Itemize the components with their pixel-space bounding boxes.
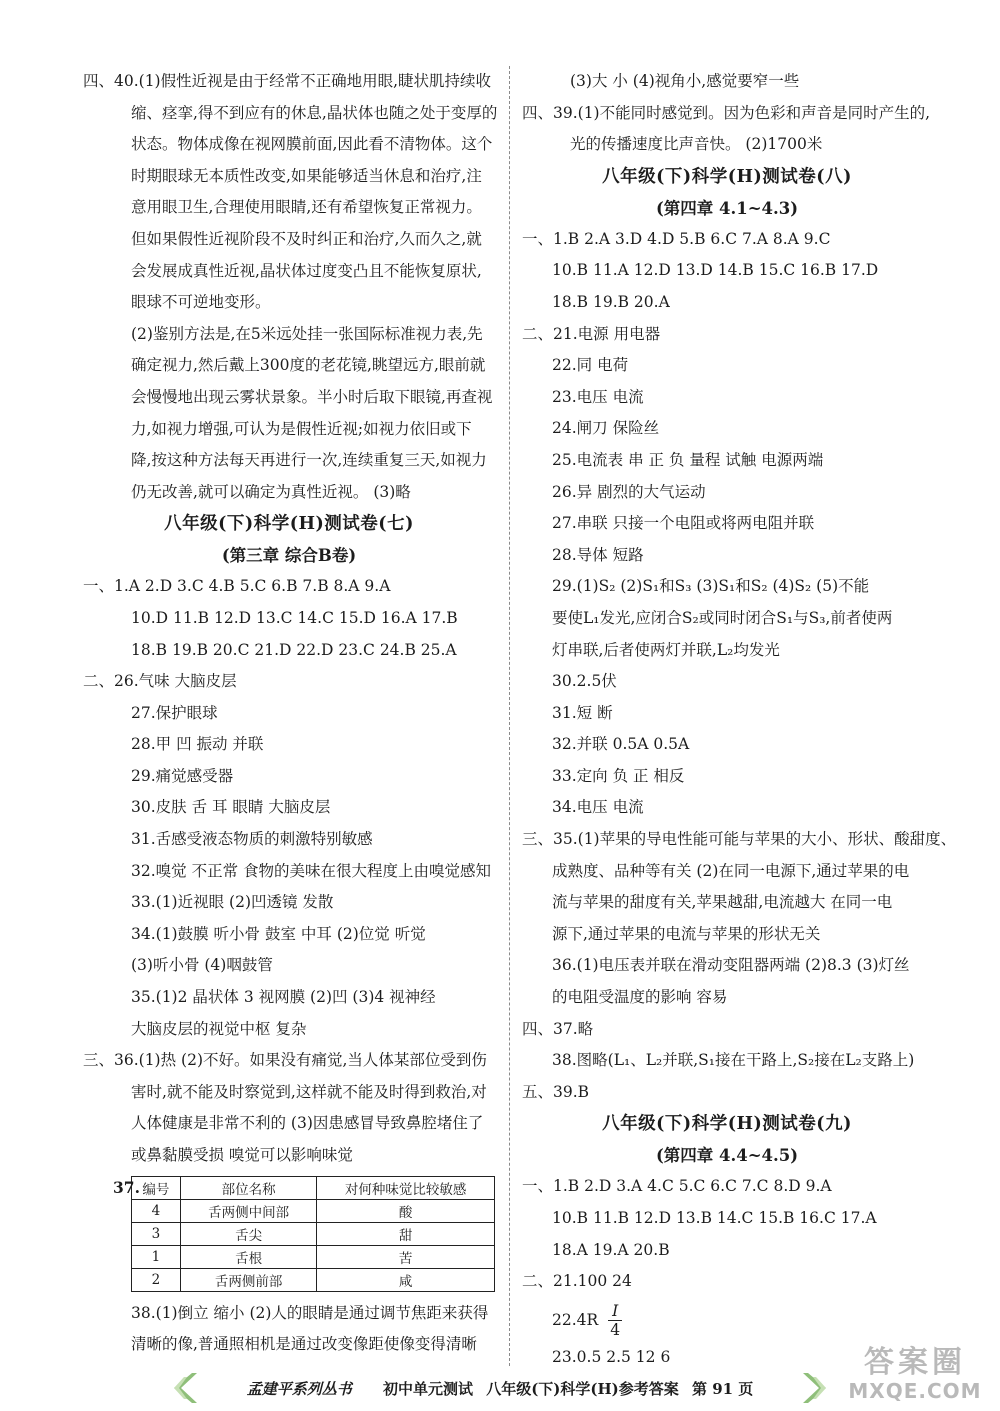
answer-line: 二、21.电源 用电器 [522, 324, 661, 343]
answer-line: 31.短 断 [552, 703, 613, 722]
answer-line: 确定视力,然后戴上300度的老花镜,眺望远方,眼前就 [131, 356, 486, 375]
answer-line: 大脑皮层的视觉中枢 复杂 [131, 1019, 307, 1038]
answer-line: 流与苹果的甜度有关,苹果越甜,电流越大 在同一电 [552, 893, 893, 912]
answer-line: 24.闸刀 保险丝 [552, 419, 660, 438]
table-cell: 舌根 [180, 1245, 317, 1268]
footer-subject: 八年级(下)科学(H)参考答案 [486, 1380, 679, 1398]
answer-line: 四、37.略 [522, 1019, 594, 1038]
answer-line: 25.电流表 串 正 负 量程 试触 电源两端 [552, 450, 824, 469]
answer-line: 成熟度、品种等有关 (2)在同一电源下,通过苹果的电 [552, 861, 910, 880]
answer-line: 28.甲 凹 振动 并联 [131, 735, 264, 754]
answer-line: 33.定向 负 正 相反 [552, 766, 685, 785]
table-cell: 苦 [317, 1245, 495, 1268]
answer-line: 18.B 19.B 20.C 21.D 22.D 23.C 24.B 25.A [131, 640, 457, 659]
answer-line: 的电阻受温度的影响 容易 [552, 988, 728, 1007]
table-cell: 3 [132, 1222, 181, 1245]
answer-line: 人体健康是非常不利的 (3)因患感冒导致鼻腔堵住了 [131, 1114, 484, 1133]
page-footer [190, 1376, 810, 1402]
test8-answers [522, 224, 957, 1109]
test9-subtitle: (第四章 4.4~4.5) [655, 1146, 799, 1166]
table-cell: 酸 [317, 1199, 495, 1222]
left-column [83, 66, 498, 1361]
answer-line: 三、35.(1)苹果的导电性能可能与苹果的大小、形状、酸甜度、 [522, 830, 957, 849]
answer-line: 灯串联,后者使两灯并联,L₂均发光 [552, 640, 780, 659]
answer-line: 30.2.5伏 [552, 672, 617, 691]
answer-line: 二、21.100 24 [522, 1272, 632, 1291]
answer-line: 18.B 19.B 20.A [552, 292, 670, 311]
table-cell: 4 [132, 1199, 181, 1222]
answer-line: 眼球不可逆地变形。 [131, 293, 271, 312]
taste-table [131, 1176, 495, 1292]
chevron-right-icon [800, 1371, 830, 1405]
test8-title: 八年级(下)科学(H)测试卷(八) [602, 166, 852, 187]
answer-line: 降,按这种方法每天再进行一次,连续重复三天,如视力 [131, 451, 487, 470]
answer-line: 四、39.(1)不能同时感觉到。因为色彩和声音是同时产生的, [522, 103, 931, 122]
footer-page-number: 第 91 页 [691, 1380, 754, 1398]
answer-line: 缩、痉挛,得不到应有的休息,晶状体也随之处于变厚的 [131, 103, 498, 122]
answer-line: 一、1.A 2.D 3.C 4.B 5.C 6.B 7.B 8.A 9.A [83, 577, 391, 596]
right-column [522, 66, 957, 1373]
answer-line: 状态。物体成像在视网膜前面,因此看不清物体。这个 [131, 135, 493, 154]
answer-line: 22.同 电荷 [552, 356, 629, 375]
table-header: 编号 [132, 1176, 181, 1199]
answer-line: 但如果假性近视阶段不及时纠正和治疗,久而久之,就 [131, 229, 482, 248]
answer-line: 38.图略(L₁、L₂并联,S₁接在干路上,S₂接在L₂支路上) [552, 1051, 915, 1070]
table-row [132, 1199, 495, 1222]
fraction-denominator: 4 [610, 1321, 621, 1340]
table-header: 对何种味觉比较敏感 [317, 1176, 495, 1199]
answer-line: 36.(1)电压表并联在滑动变阻器两端 (2)8.3 (3)灯丝 [552, 956, 910, 975]
answer-line: 34.电压 电流 [552, 798, 644, 817]
answer-line: 29.痛觉感受器 [131, 766, 234, 785]
footer-series: 孟建平系列丛书 [246, 1380, 352, 1398]
site-watermark [840, 1345, 990, 1405]
answer-line: 源下,通过苹果的电流与苹果的形状无关 [552, 924, 821, 943]
answer-line: 要使L₁发光,应闭合S₂或同时闭合S₁与S₃,前者使两 [552, 608, 893, 627]
answer-line: 一、1.B 2.D 3.A 4.C 5.C 6.C 7.C 8.D 9.A [522, 1177, 832, 1196]
table-cell: 1 [132, 1245, 181, 1268]
answer-line: (3)大 小 (4)视角小,感觉要窄一些 [570, 72, 800, 90]
answer-line: 32.并联 0.5A 0.5A [552, 735, 690, 754]
answer-line: 三、36.(1)热 (2)不好。如果没有痛觉,当人体某部位受到伤 [83, 1051, 487, 1070]
answer-line: 时期眼球无本质性改变,如果能够适当休息和治疗,注 [131, 166, 482, 185]
answer-line: 18.A 19.A 20.B [552, 1240, 670, 1259]
answer-line: 27.串联 只接一个电阻或将两电阻并联 [552, 514, 815, 533]
answer-line: 27.保护眼球 [131, 703, 218, 722]
answer-line: 会发展成真性近视,晶状体过度变凸且不能恢复原状, [131, 261, 482, 280]
answer-line: 29.(1)S₂ (2)S₁和S₃ (3)S₁和S₂ (4)S₂ (5)不能 [552, 577, 870, 596]
table-header-row [132, 1176, 495, 1199]
q22-answer [522, 1298, 932, 1342]
table-row [132, 1268, 495, 1291]
test7-answers [83, 571, 495, 1171]
test7-subtitle: (第三章 综合B卷) [221, 546, 357, 566]
table-cell: 舌两侧中间部 [180, 1199, 317, 1222]
answer-line: 一、1.B 2.A 3.D 4.D 5.B 6.C 7.A 8.A 9.C [522, 229, 831, 248]
test8-subtitle: (第四章 4.1~4.3) [655, 198, 799, 218]
test9-title: 八年级(下)科学(H)测试卷(九) [602, 1114, 852, 1135]
q37-table-block [83, 1176, 495, 1292]
table-header: 部位名称 [180, 1176, 317, 1199]
answer-line: 光的传播速度比声音快。 (2)1700米 [570, 135, 823, 154]
test9-answers [522, 1171, 932, 1297]
answer-line: 意用眼卫生,合理使用眼睛,还有希望恢复正常视力。 [131, 198, 482, 217]
q23-answer: 23.0.5 2.5 12 6 [552, 1347, 671, 1366]
table-cell: 咸 [317, 1268, 495, 1291]
answer-line: 23.电压 电流 [552, 387, 644, 406]
answer-line: 32.嗅觉 不正常 食物的美味在很大程度上由嗅觉感知 [131, 861, 492, 880]
answer-line: (2)鉴别方法是,在5米远处挂一张国际标准视力表,先 [131, 324, 483, 343]
q37-label: 37. [113, 1177, 140, 1197]
answer-line: 34.(1)鼓膜 听小骨 鼓室 中耳 (2)位觉 听觉 [131, 924, 426, 943]
fraction-numerator: I [608, 1302, 622, 1321]
answer-line: 清晰的像,普通照相机是通过改变像距使像变得清晰 [131, 1335, 477, 1354]
answer-line: 10.B 11.A 12.D 13.D 14.B 15.C 16.B 17.D [552, 261, 879, 280]
table-row [132, 1245, 495, 1268]
watermark-logo-text: 答案圈 [864, 1345, 966, 1380]
answer-line: 仍无改善,就可以确定为真性近视。 (3)略 [131, 482, 411, 501]
previous-test-continuation [522, 66, 932, 161]
answer-line: 二、26.气味 大脑皮层 [83, 672, 237, 691]
answer-line: 力,如视力增强,可认为是假性近视;如视力依旧或下 [131, 419, 472, 438]
q40-answer [83, 66, 498, 508]
answer-line: 30.皮肤 舌 耳 眼睛 大脑皮层 [131, 798, 331, 817]
answer-line: 28.导体 短路 [552, 545, 644, 564]
answer-line: 38.(1)倒立 缩小 (2)人的眼睛是通过调节焦距来获得 [131, 1303, 489, 1322]
table-cell: 甜 [317, 1222, 495, 1245]
test7-title: 八年级(下)科学(H)测试卷(七) [164, 514, 414, 535]
answer-line: 31.舌感受液态物质的刺激特别敏感 [131, 830, 373, 849]
footer-book: 初中单元测试 [382, 1380, 473, 1398]
answer-line: 会慢慢地出现云雾状景象。半小时后取下眼镜,再查视 [131, 387, 493, 406]
answer-line: (3)听小骨 (4)咽鼓管 [131, 956, 273, 975]
answer-line: 10.D 11.B 12.D 13.C 14.C 15.D 16.A 17.B [131, 608, 458, 627]
q38-answer [83, 1298, 495, 1361]
q22-fraction [608, 1302, 622, 1339]
column-divider [509, 66, 510, 1366]
answer-line: 26.异 剧烈的大气运动 [552, 482, 706, 501]
answer-line: 33.(1)近视眼 (2)凹透镜 发散 [131, 893, 334, 912]
answer-line: 35.(1)2 晶状体 3 视网膜 (2)凹 (3)4 视神经 [131, 988, 436, 1007]
answer-line: 四、40.(1)假性近视是由于经常不正确地用眼,睫状肌持续收 [83, 72, 492, 90]
q22-text: 22.4R [552, 1310, 599, 1329]
answer-line: 害时,就不能及时察觉到,这样就不能及时得到救治,对 [131, 1082, 487, 1101]
watermark-url: MXQE.COM [848, 1379, 982, 1403]
table-cell: 舌两侧前部 [180, 1268, 317, 1291]
table-cell: 2 [132, 1268, 181, 1291]
table-cell: 舌尖 [180, 1222, 317, 1245]
table-row [132, 1222, 495, 1245]
answer-line: 10.B 11.B 12.D 13.B 14.C 15.B 16.C 17.A [552, 1209, 877, 1227]
answer-line: 或鼻黏膜受损 嗅觉可以影响味觉 [131, 1146, 353, 1164]
answer-line: 五、39.B [522, 1082, 590, 1101]
